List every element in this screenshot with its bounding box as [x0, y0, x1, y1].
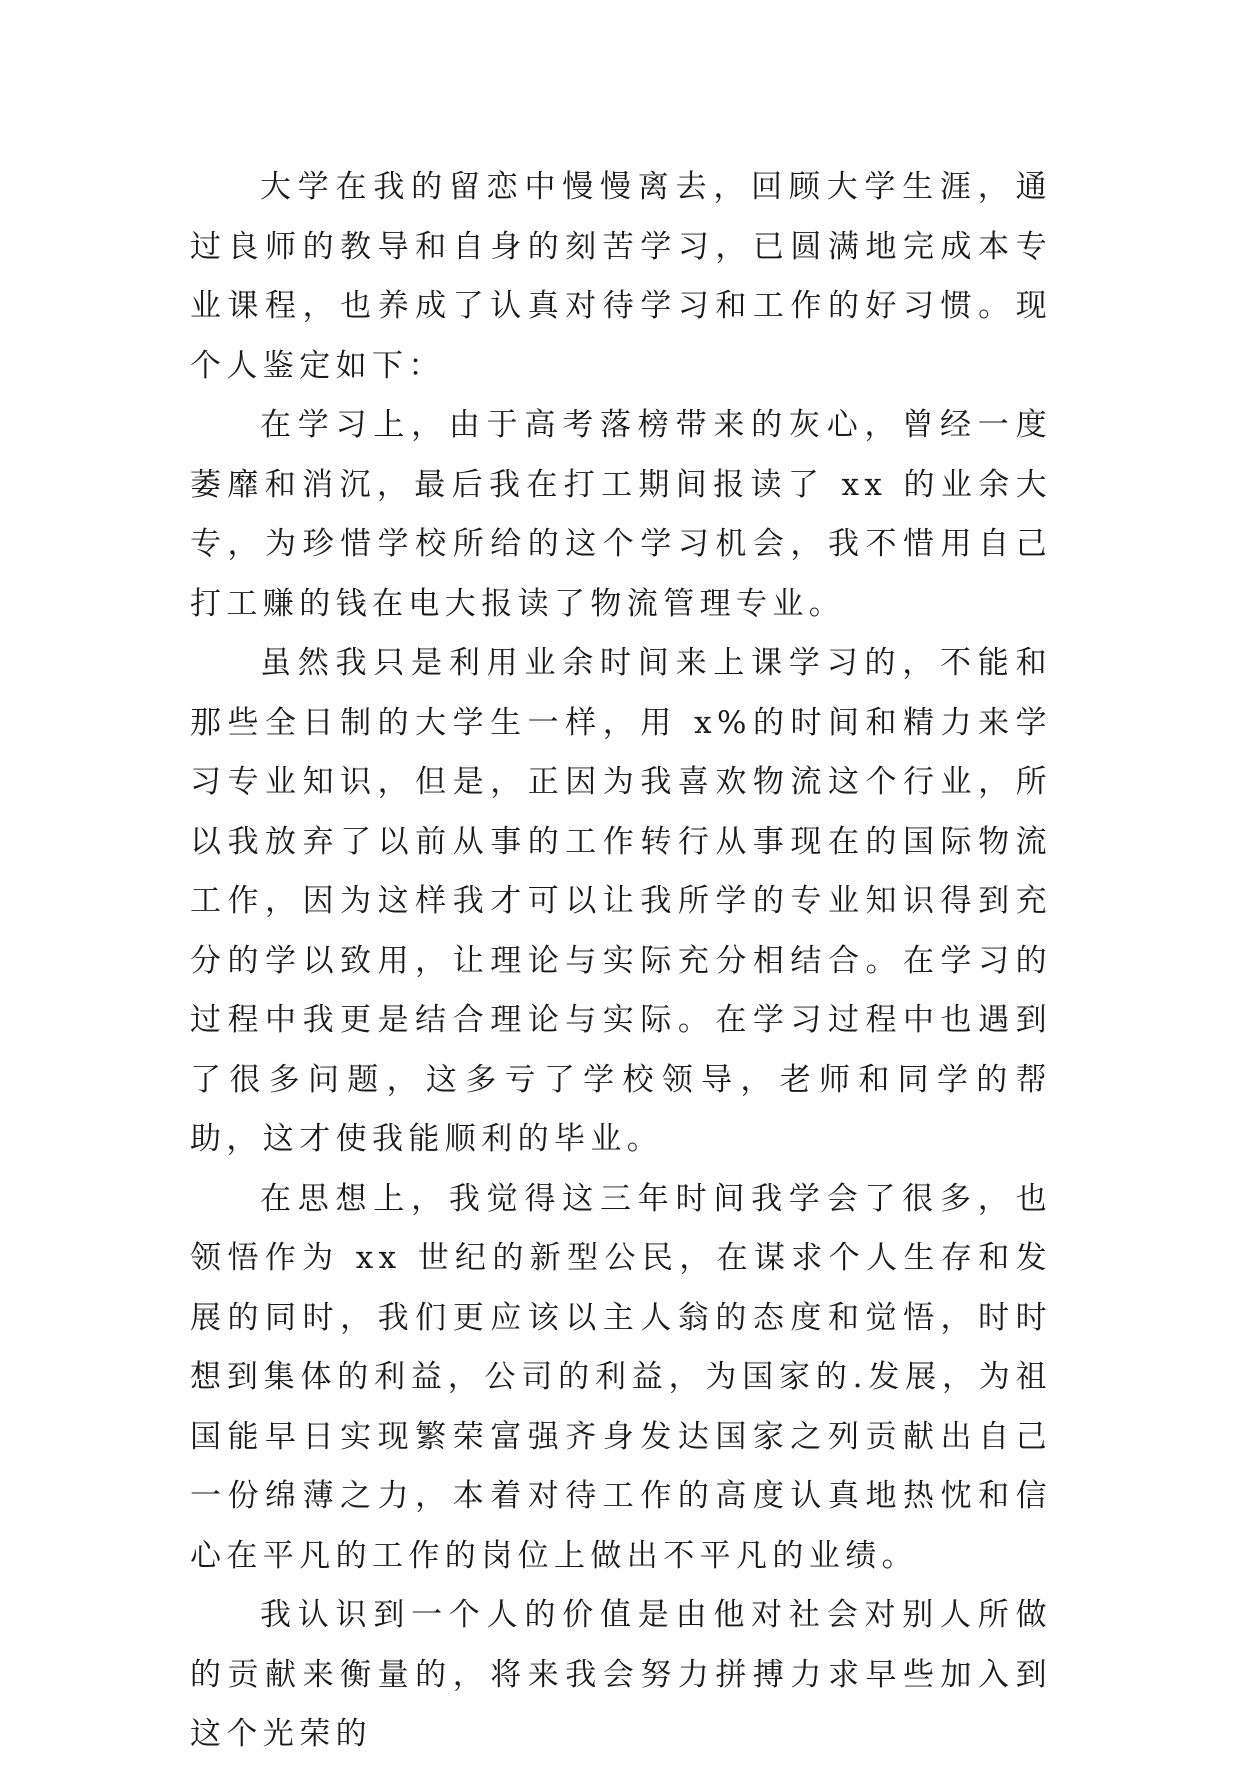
paragraph-value: 我认识到一个人的价值是由他对社会对别人所做的贡献来衡量的，将来我会努力拼搏力求早些加入到这个光荣的 [190, 1597, 1052, 1752]
paragraph-part-time-study: 虽然我只是利用业余时间来上课学习的，不能和那些全日制的大学生一样，用 x%的时间和精力来学习专业知识，但是，正因为我喜欢物流这个行业，所以我放弃了以前从事的工作转行从事现在的国际物流工作，因为这样我才可以让我所学的专业知识得到充分的学以致用，让理论与实际充分相结合。在学习的过程中我更是结合理论与实际。在学习过程中也遇到了很多问题，这多亏了学校领导，老师和同学的帮助，这才使我能顺利的毕业。 [190, 645, 1052, 1157]
paragraph-study: 在学习上，由于高考落榜带来的灰心，曾经一度萎靡和消沉，最后我在打工期间报读了 xx 的业余大专，为珍惜学校所给的这个学习机会，我不惜用自己打工赚的钱在电大报读了物流管理专业。 [190, 407, 1052, 622]
paragraph-thought: 在思想上，我觉得这三年时间我学会了很多，也领悟作为 xx 世纪的新型公民，在谋求个人生存和发展的同时，我们更应该以主人翁的态度和觉悟，时时想到集体的利益，公司的利益，为国家的.发展，为祖国能早日实现繁荣富强齐身发达国家之列贡献出自己一份绵薄之力，本着对待工作的高度认真地热忱和信心在平凡的工作的岗位上做出不平凡的业绩。 [190, 1180, 1052, 1574]
document-body [190, 158, 1052, 1765]
paragraph-intro: 大学在我的留恋中慢慢离去，回顾大学生涯，通过良师的教导和自身的刻苦学习，已圆满地完成本专业课程，也养成了认真对待学习和工作的好习惯。现个人鉴定如下： [190, 169, 1052, 384]
